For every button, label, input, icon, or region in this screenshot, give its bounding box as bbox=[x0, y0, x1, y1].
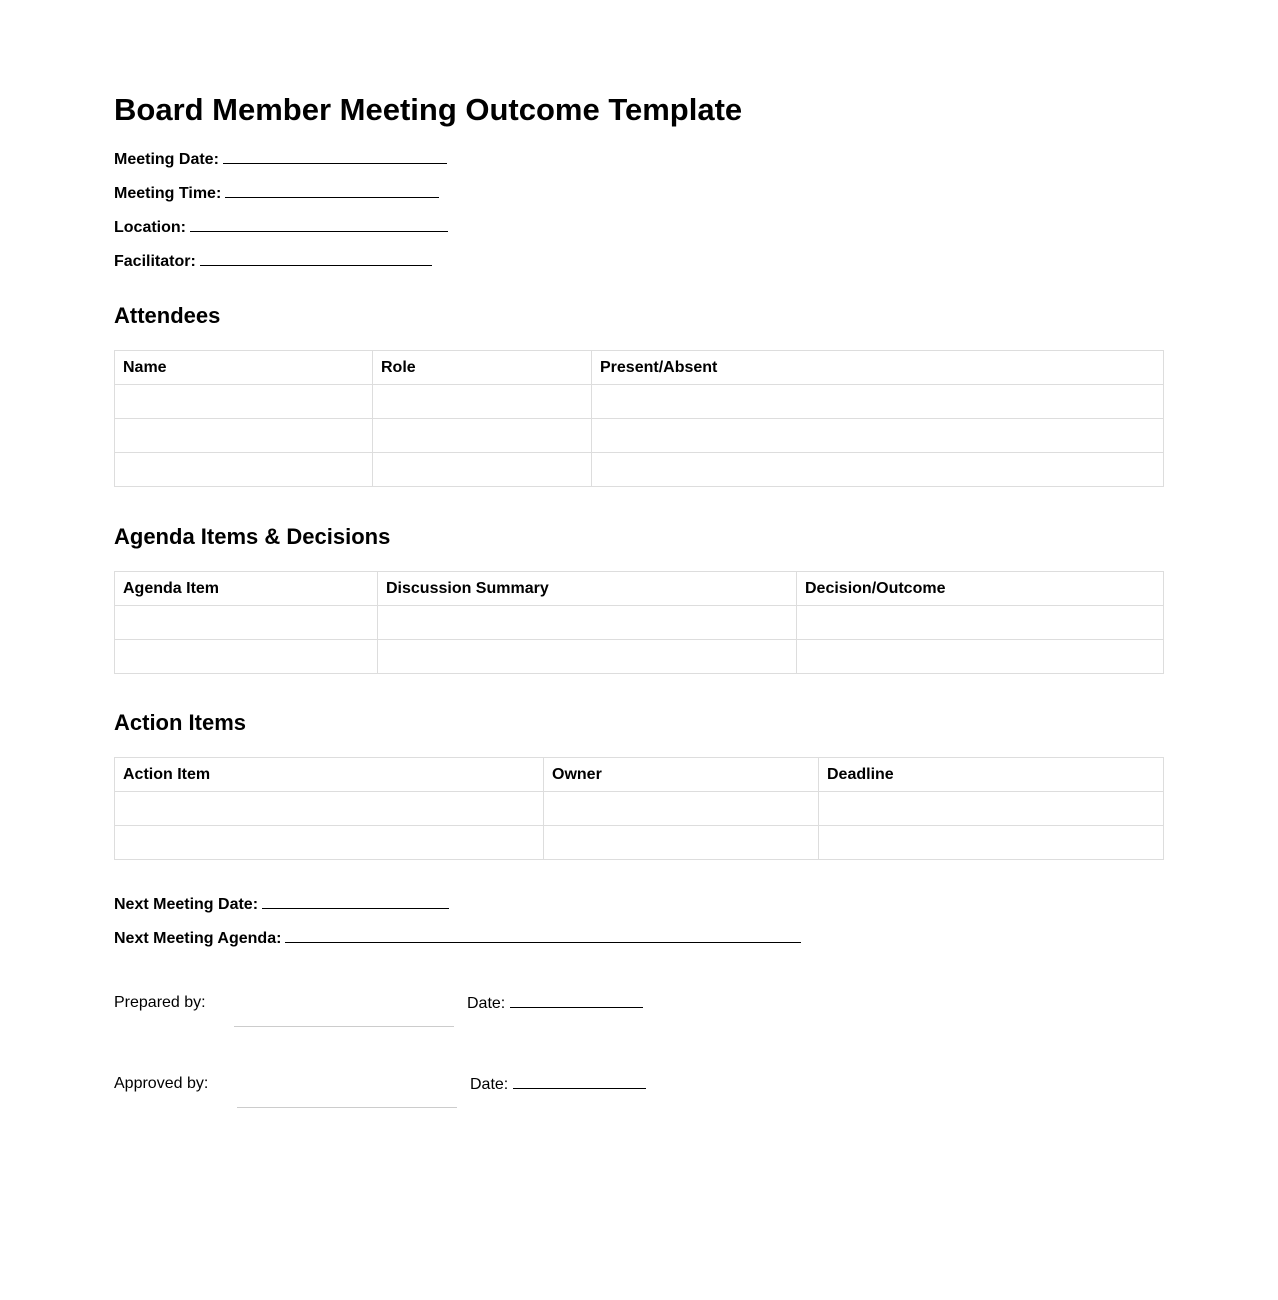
table-cell[interactable] bbox=[592, 385, 1164, 419]
table-cell[interactable] bbox=[115, 385, 373, 419]
location-field[interactable] bbox=[114, 216, 448, 238]
table-row bbox=[115, 606, 1164, 640]
agenda-table bbox=[114, 571, 1164, 674]
table-cell[interactable] bbox=[115, 453, 373, 487]
prepared-by-signature-line[interactable] bbox=[234, 1026, 454, 1027]
column-header-discussion-summary: Discussion Summary bbox=[378, 572, 797, 606]
table-row bbox=[115, 419, 1164, 453]
meeting-time-label: Meeting Time: bbox=[114, 185, 222, 202]
table-cell[interactable] bbox=[544, 826, 819, 860]
next-meeting-date-field[interactable] bbox=[114, 893, 449, 915]
attendees-heading: Attendees bbox=[114, 303, 221, 328]
column-header-present-absent: Present/Absent bbox=[592, 351, 1164, 385]
next-meeting-agenda-blank[interactable] bbox=[285, 927, 801, 943]
table-cell[interactable] bbox=[115, 826, 544, 860]
column-header-decision-outcome: Decision/Outcome bbox=[797, 572, 1164, 606]
location-label: Location: bbox=[114, 219, 186, 236]
table-header-row bbox=[115, 758, 1164, 792]
approved-by-label: Approved by: bbox=[114, 1075, 209, 1092]
column-header-owner: Owner bbox=[544, 758, 819, 792]
prepared-date-field[interactable] bbox=[467, 992, 643, 1014]
next-meeting-date-blank[interactable] bbox=[262, 893, 449, 909]
meeting-time-field[interactable] bbox=[114, 182, 439, 204]
column-header-action-item: Action Item bbox=[115, 758, 544, 792]
meeting-date-blank[interactable] bbox=[223, 148, 447, 164]
table-cell[interactable] bbox=[378, 640, 797, 674]
next-meeting-agenda-field[interactable] bbox=[114, 927, 801, 949]
table-cell[interactable] bbox=[592, 419, 1164, 453]
table-cell[interactable] bbox=[819, 792, 1164, 826]
table-row bbox=[115, 826, 1164, 860]
table-cell[interactable] bbox=[115, 792, 544, 826]
prepared-date-blank[interactable] bbox=[510, 992, 643, 1008]
table-row bbox=[115, 792, 1164, 826]
meeting-date-field[interactable] bbox=[114, 148, 447, 170]
table-cell[interactable] bbox=[544, 792, 819, 826]
table-cell[interactable] bbox=[115, 640, 378, 674]
table-cell[interactable] bbox=[373, 419, 592, 453]
table-cell[interactable] bbox=[373, 453, 592, 487]
location-blank[interactable] bbox=[190, 216, 448, 232]
agenda-heading: Agenda Items & Decisions bbox=[114, 524, 391, 549]
table-cell[interactable] bbox=[373, 385, 592, 419]
page-title: Board Member Meeting Outcome Template bbox=[114, 92, 743, 127]
table-cell[interactable] bbox=[592, 453, 1164, 487]
action-items-table bbox=[114, 757, 1164, 860]
table-cell[interactable] bbox=[115, 606, 378, 640]
table-cell[interactable] bbox=[797, 640, 1164, 674]
attendees-table bbox=[114, 350, 1164, 487]
table-header-row bbox=[115, 572, 1164, 606]
approved-date-blank[interactable] bbox=[513, 1073, 646, 1089]
table-cell[interactable] bbox=[115, 419, 373, 453]
table-row bbox=[115, 453, 1164, 487]
facilitator-field[interactable] bbox=[114, 250, 432, 272]
facilitator-blank[interactable] bbox=[200, 250, 432, 266]
table-row bbox=[115, 640, 1164, 674]
column-header-role: Role bbox=[373, 351, 592, 385]
prepared-date-label: Date: bbox=[467, 995, 506, 1012]
facilitator-label: Facilitator: bbox=[114, 253, 196, 270]
meeting-date-label: Meeting Date: bbox=[114, 151, 219, 168]
approved-date-field[interactable] bbox=[470, 1073, 646, 1095]
column-header-deadline: Deadline bbox=[819, 758, 1164, 792]
action-items-heading: Action Items bbox=[114, 710, 247, 735]
next-meeting-agenda-label: Next Meeting Agenda: bbox=[114, 930, 282, 947]
column-header-name: Name bbox=[115, 351, 373, 385]
prepared-by-label: Prepared by: bbox=[114, 994, 206, 1011]
next-meeting-date-label: Next Meeting Date: bbox=[114, 896, 259, 913]
table-cell[interactable] bbox=[797, 606, 1164, 640]
table-row bbox=[115, 385, 1164, 419]
table-cell[interactable] bbox=[819, 826, 1164, 860]
approved-date-label: Date: bbox=[470, 1076, 509, 1093]
table-cell[interactable] bbox=[378, 606, 797, 640]
column-header-agenda-item: Agenda Item bbox=[115, 572, 378, 606]
meeting-time-blank[interactable] bbox=[225, 182, 439, 198]
table-header-row bbox=[115, 351, 1164, 385]
approved-by-signature-line[interactable] bbox=[237, 1107, 457, 1108]
